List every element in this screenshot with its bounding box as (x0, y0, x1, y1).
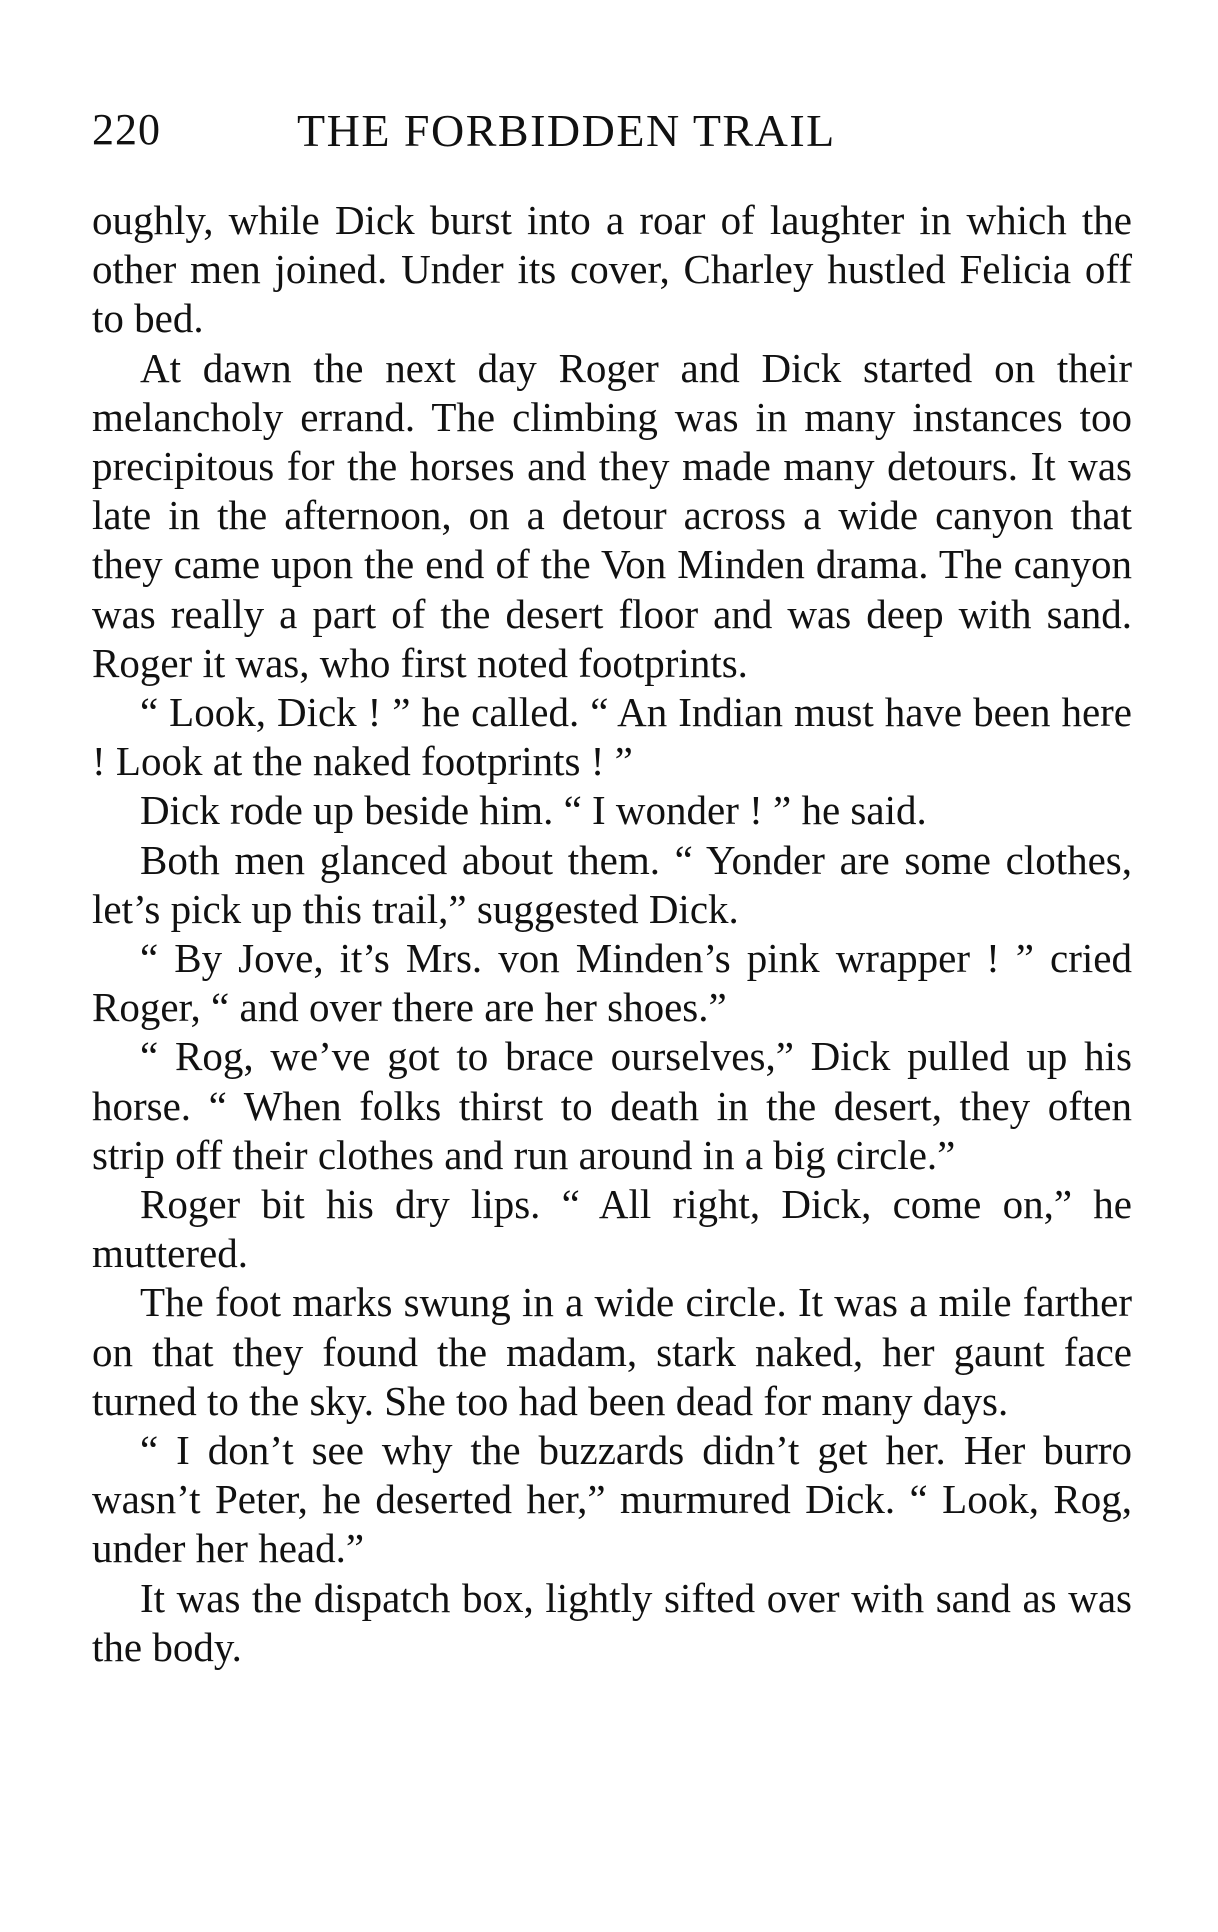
paragraph-continued: oughly, while Dick burst into a roar of laughter in which the other men joined. Under its cover, Charley hustled Felicia off to bed. (92, 197, 1132, 342)
paragraph: “ I don’t see why the buzzards didn’t get her. Her burro wasn’t Peter, he deserted her,” murmured Dick. “ Look, Rog, under her head.” (92, 1427, 1132, 1572)
paragraph: Roger bit his dry lips. “ All right, Dick, come on,” he muttered. (92, 1181, 1132, 1277)
paragraph: At dawn the next day Roger and Dick started on their melancholy errand. The climbing was in many instances too precipitous for the horses and they made many detours. It was late in the afternoon, on a detour across a wide canyon that they came upon the end of the Von Minden drama. The canyon was really a part of the desert floor and was deep with sand. Roger it was, who first noted footprints. (92, 344, 1132, 686)
paragraph: It was the dispatch box, lightly sifted over with sand as was the body. (92, 1574, 1132, 1670)
body-text (92, 196, 1132, 1672)
page-number: 220 (92, 105, 161, 154)
paragraph: “ By Jove, it’s Mrs. von Minden’s pink wrapper ! ” cried Roger, “ and over there are her shoes.” (92, 935, 1132, 1031)
paragraph: Dick rode up beside him. “ I wonder ! ” he said. (140, 787, 927, 834)
paragraph: “ Look, Dick ! ” he called. “ An Indian must have been here ! Look at the naked footprints ! ” (92, 689, 1132, 785)
paragraph: Both men glanced about them. “ Yonder are some clothes, let’s pick up this trail,” suggested Dick. (92, 836, 1132, 932)
paragraph: “ Rog, we’ve got to brace ourselves,” Dick pulled up his horse. “ When folks thirst to death in the desert, they often strip off their clothes and run around in a big circle.” (92, 1033, 1132, 1178)
running-title: THE FORBIDDEN TRAIL (297, 105, 836, 156)
running-head (92, 104, 1132, 164)
paragraph: The foot marks swung in a wide circle. It was a mile farther on that they found the madam, stark naked, her gaunt face turned to the sky. She too had been dead for many days. (92, 1279, 1132, 1424)
